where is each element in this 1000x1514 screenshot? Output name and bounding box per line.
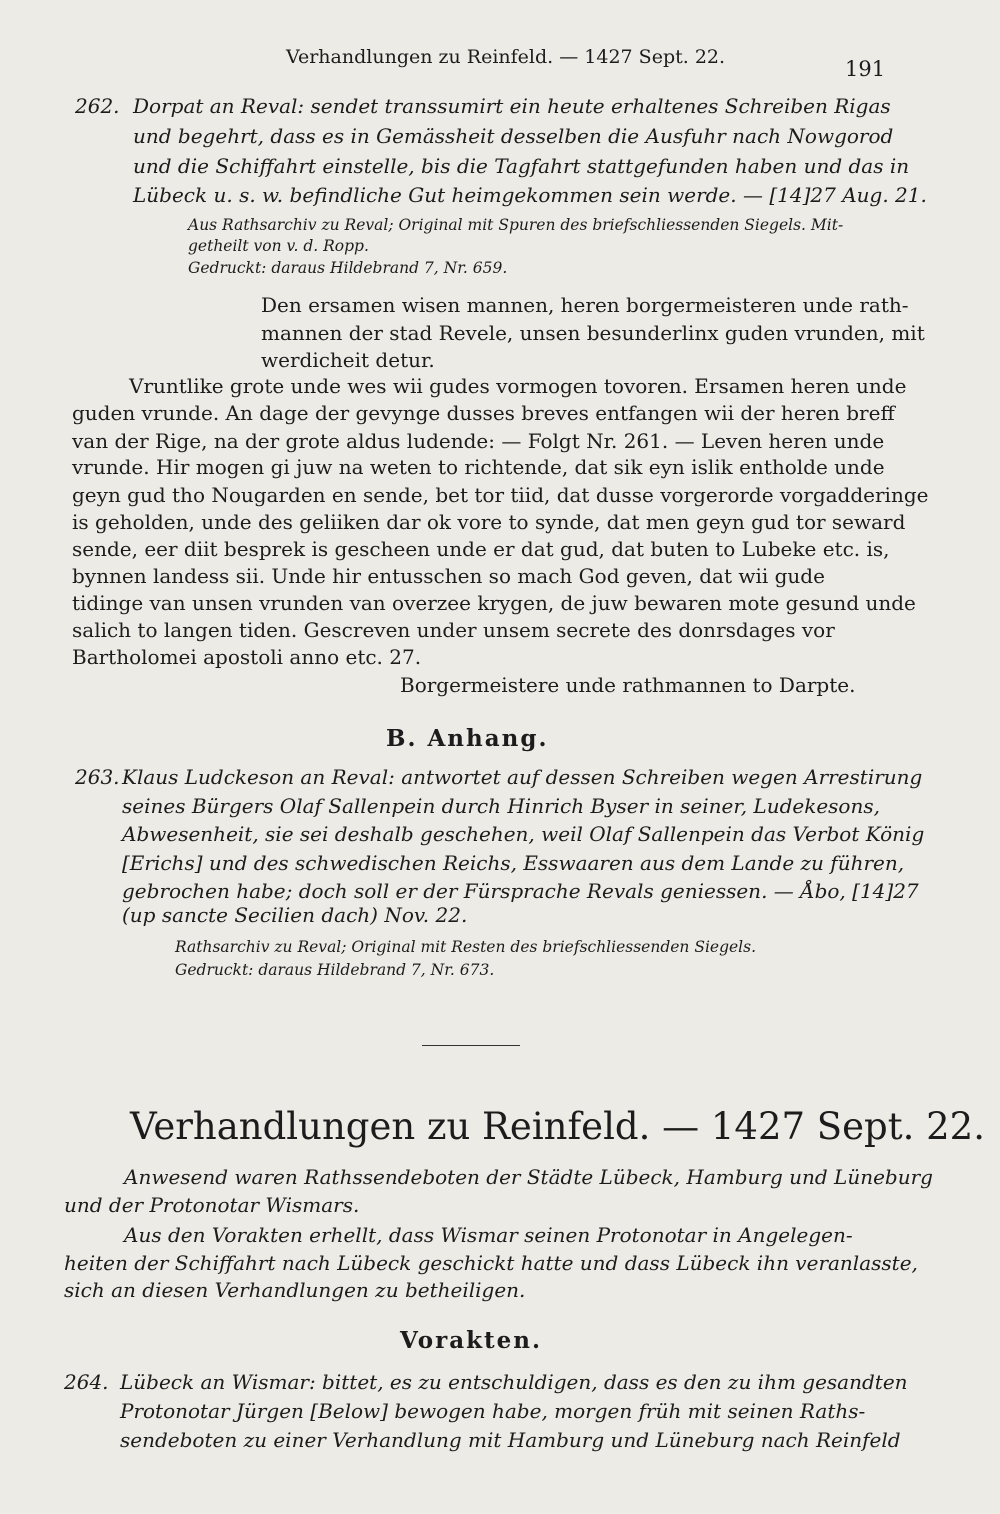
body-line: geyn gud tho Nougarden en sende, bet tor tiid, dat dusse vorgerorde vorgadderinge <box>72 483 929 507</box>
separator-rule <box>422 1045 520 1046</box>
body-line: van der Rige, na der grote aldus ludende: — Folgt Nr. 261. — Leven heren unde <box>72 429 885 453</box>
section-heading: B. Anhang. <box>386 725 549 752</box>
body-line: vrunde. Hir mogen gi juw na weten to richtende, dat sik eyn islik entholde unde <box>72 455 885 479</box>
entry-summary-line: seines Bürgers Olaf Sallenpein durch Hinrich Byser in seiner, Ludekesons, <box>122 794 880 818</box>
entry-summary-line: Lübeck an Wismar: bittet, es zu entschuldigen, dass es den zu ihm gesandten <box>120 1370 908 1394</box>
entry-summary-line: und begehrt, dass es in Gemässheit desselben die Ausfuhr nach Nowgorod <box>133 124 894 148</box>
entry-summary-line: (up sancte Secilien dach) Nov. 22. <box>122 903 468 927</box>
source-note-line: Gedruckt: daraus Hildebrand 7, Nr. 659. <box>188 259 508 277</box>
intro-line: Aus den Vorakten erhellt, dass Wismar seinen Protonotar in Angelegen- <box>124 1223 853 1247</box>
intro-line: heiten der Schiffahrt nach Lübeck geschickt hatte und dass Lübeck ihn veranlasste, <box>64 1251 918 1275</box>
entry-number: 263. <box>75 765 120 789</box>
entry-summary-line: Lübeck u. s. w. befindliche Gut heimgekommen sein werde. — [14]27 Aug. 21. <box>133 183 927 207</box>
body-line: guden vrunde. An dage der gevynge dusses breves entfangen wii der heren breff <box>72 401 895 425</box>
section-heading: Vorakten. <box>400 1327 543 1354</box>
intro-line: Anwesend waren Rathssendeboten der Städte Lübeck, Hamburg und Lüneburg <box>124 1165 933 1189</box>
entry-summary-line: gebrochen habe; doch soll er der Fürsprache Revals geniessen. — Åbo, [14]27 <box>122 879 919 903</box>
entry-summary-line: [Erichs] und des schwedischen Reichs, Esswaaren aus dem Lande zu führen, <box>122 851 905 875</box>
intro-line: und der Protonotar Wismars. <box>64 1193 360 1217</box>
source-note-line: getheilt von v. d. Ropp. <box>188 237 369 255</box>
entry-summary-line: Klaus Ludckeson an Reval: antwortet auf dessen Schreiben wegen Arrestirung <box>122 765 923 789</box>
entry-summary-line: sendeboten zu einer Verhandlung mit Hamburg und Lüneburg nach Reinfeld <box>120 1428 901 1452</box>
source-note-line: Gedruckt: daraus Hildebrand 7, Nr. 673. <box>175 961 495 979</box>
address-line: werdicheit detur. <box>261 348 435 372</box>
body-line: Vruntlike grote unde wes wii gudes vormogen tovoren. Ersamen heren unde <box>129 374 907 398</box>
address-line: Den ersamen wisen mannen, heren borgermeisteren unde rath- <box>261 293 909 317</box>
entry-summary-line: Protonotar Jürgen [Below] bewogen habe, morgen früh mit seinen Raths- <box>120 1399 866 1423</box>
entry-number: 262. <box>75 94 120 118</box>
body-line: tidinge van unsen vrunden van overzee krygen, de juw bewaren mote gesund unde <box>72 591 916 615</box>
running-head: Verhandlungen zu Reinfeld. — 1427 Sept. 22. <box>286 46 726 68</box>
entry-summary-line: Abwesenheit, sie sei deshalb geschehen, weil Olaf Sallenpein das Verbot König <box>122 822 925 846</box>
entry-number: 264. <box>64 1370 109 1394</box>
body-line: is geholden, unde des geliiken dar ok vore to synde, dat men geyn gud tor seward <box>72 510 906 534</box>
entry-summary-line: Dorpat an Reval: sendet transsumirt ein heute erhaltenes Schreiben Rigas <box>133 94 891 118</box>
body-line: salich to langen tiden. Gescreven under unsem secrete des donrsdages vor <box>72 618 835 642</box>
body-line: Bartholomei apostoli anno etc. 27. <box>72 645 422 669</box>
signature-line: Borgermeistere unde rathmannen to Darpte. <box>400 673 856 697</box>
source-note-line: Rathsarchiv zu Reval; Original mit Resten des briefschliessenden Siegels. <box>175 938 757 956</box>
page-number: 191 <box>845 57 886 81</box>
body-line: sende, eer diit besprek is gescheen unde er dat gud, dat buten to Lubeke etc. is, <box>72 537 890 561</box>
main-title: Verhandlungen zu Reinfeld. — 1427 Sept. 22. <box>130 1105 985 1148</box>
body-line: bynnen landess sii. Unde hir entusschen so mach God geven, dat wii gude <box>72 564 825 588</box>
intro-line: sich an diesen Verhandlungen zu betheiligen. <box>64 1278 526 1302</box>
address-line: mannen der stad Revele, unsen besunderlinx guden vrunden, mit <box>261 321 925 345</box>
entry-summary-line: und die Schiffahrt einstelle, bis die Tagfahrt stattgefunden haben und das in <box>133 154 910 178</box>
source-note-line: Aus Rathsarchiv zu Reval; Original mit Spuren des briefschliessenden Siegels. Mit- <box>188 216 844 234</box>
